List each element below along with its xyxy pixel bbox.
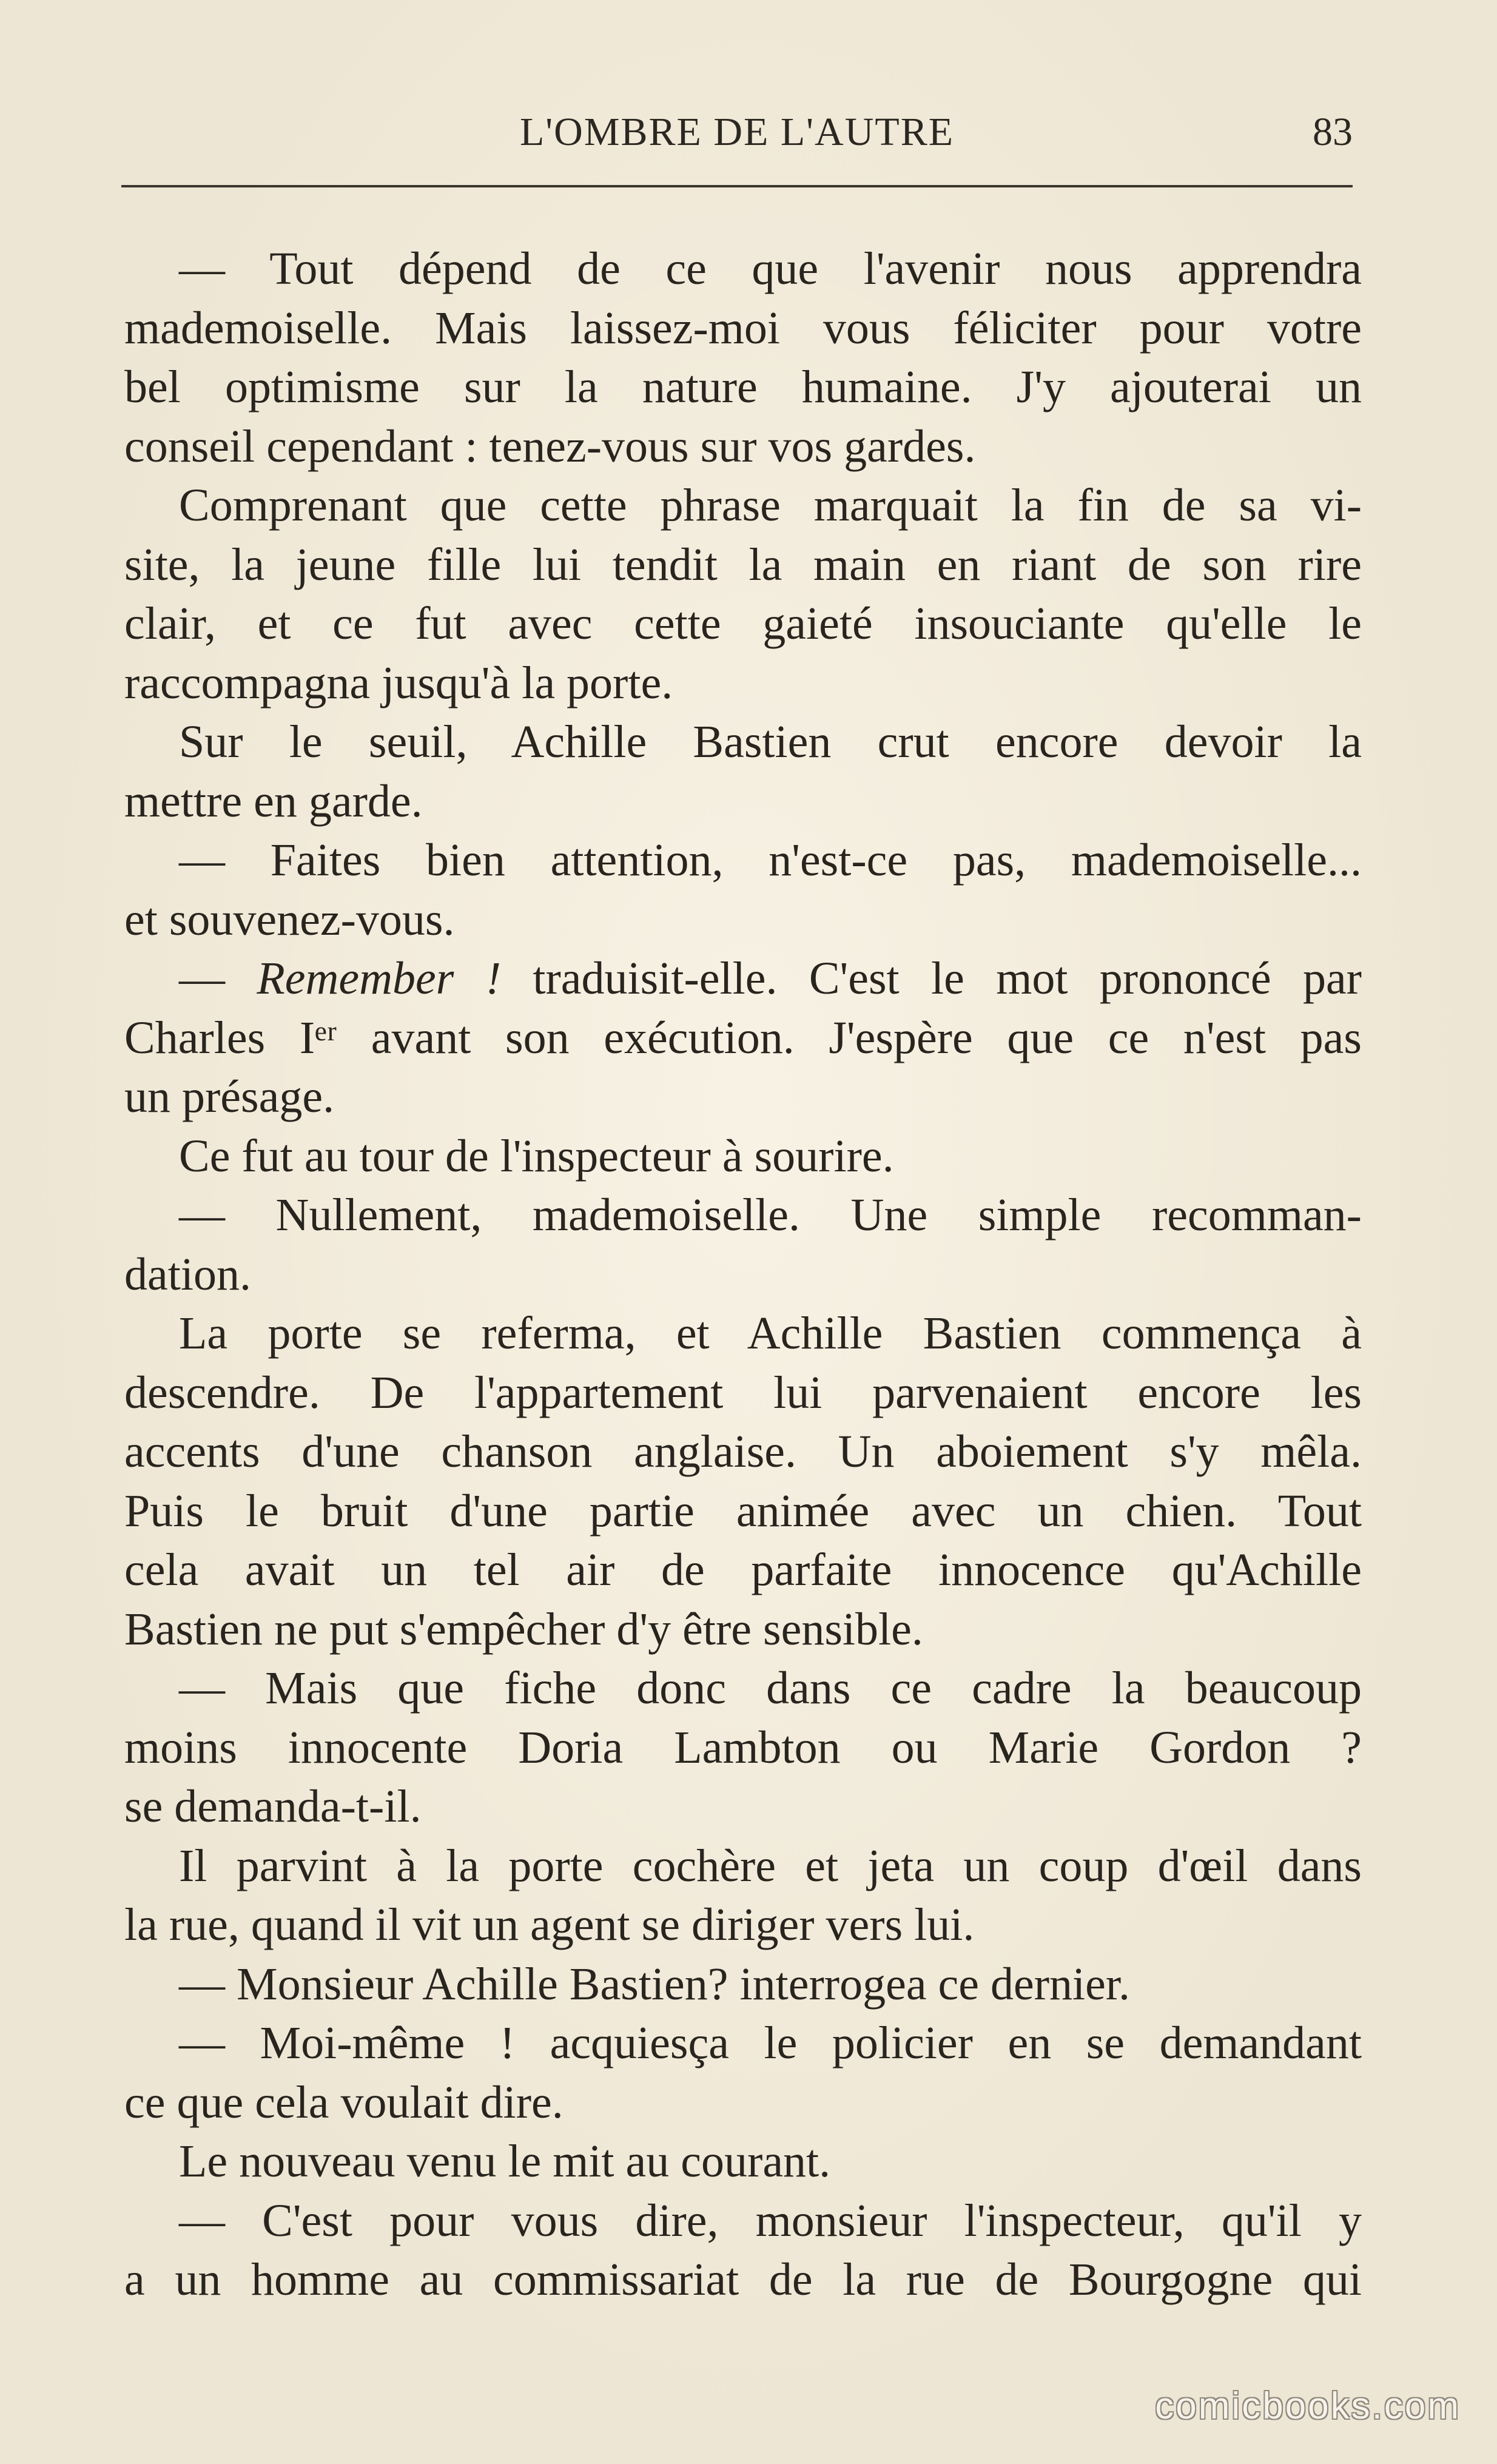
text-line: descendre. De l'appartement lui parvenaient encore les [124, 1367, 1362, 1418]
text-line: Il parvint à la porte cochère et jeta un coup d'œil dans [179, 1840, 1362, 1891]
text-line: a un homme au commissariat de la rue de Bourgogne qui [124, 2254, 1362, 2305]
text-line: Charles Iᵉʳ avant son exécution. J'espère que ce n'est pas [124, 1012, 1362, 1063]
text-line: — C'est pour vous dire, monsieur l'inspecteur, qu'il y [179, 2195, 1362, 2246]
text-line: se demanda-t-il. [124, 1781, 422, 1832]
text-line: Le nouveau venu le mit au courant. [179, 2136, 831, 2187]
text-line: La porte se referma, et Achille Bastien commença à [179, 1308, 1362, 1359]
text-line: clair, et ce fut avec cette gaieté insouciante qu'elle le [124, 598, 1362, 649]
text-line: la rue, quand il vit un agent se diriger vers lui. [124, 1899, 975, 1950]
text-line: — Monsieur Achille Bastien? interrogea ce dernier. [179, 1958, 1131, 2010]
dialogue-dash: — [179, 953, 257, 1004]
italic-phrase: Remember ! [257, 953, 502, 1004]
text-line: Puis le bruit d'une partie animée avec un chien. Tout [124, 1485, 1362, 1537]
text-line: mettre en garde. [124, 775, 423, 827]
text-line: et souvenez-vous. [124, 894, 455, 945]
text-line: dation. [124, 1248, 251, 1300]
text-line [124, 949, 1362, 1009]
line-text: traduisit-elle. C'est le mot prononcé par [501, 953, 1362, 1004]
text-line: — Faites bien attention, n'est-ce pas, mademoiselle... [179, 835, 1362, 886]
text-line: bel optimisme sur la nature humaine. J'y ajouterai un [124, 362, 1362, 412]
text-line: Comprenant que cette phrase marquait la fin de sa vi- [179, 480, 1362, 531]
header-rule [121, 185, 1353, 187]
running-title: L'OMBRE DE L'AUTRE [519, 110, 955, 154]
watermark: comicbooks.com [1155, 2385, 1461, 2427]
text-line: conseil cependant : tenez-vous sur vos gardes. [124, 420, 976, 472]
text-line: Bastien ne put s'empêcher d'y être sensible. [124, 1603, 923, 1655]
page-header [121, 103, 1353, 170]
text-line: Sur le seuil, Achille Bastien crut encore devoir la [179, 716, 1362, 767]
text-line: cela avait un tel air de parfaite innocence qu'Achille [124, 1544, 1362, 1595]
text-line: Ce fut au tour de l'inspecteur à sourire. [179, 1130, 894, 1182]
text-line: — Nullement, mademoiselle. Une simple recomman- [179, 1190, 1362, 1240]
text-line: moins innocente Doria Lambton ou Marie Gordon ? [124, 1722, 1362, 1773]
text-line: — Tout dépend de ce que l'avenir nous apprendra [179, 243, 1362, 294]
text-line: site, la jeune fille lui tendit la main en riant de son rire [124, 539, 1362, 590]
body-text [124, 240, 1362, 2310]
page-number: 83 [1313, 110, 1353, 154]
text-line: accents d'une chanson anglaise. Un aboiement s'y mêla. [124, 1426, 1362, 1477]
text-line: — Mais que fiche donc dans ce cadre la beaucoup [179, 1663, 1362, 1714]
text-line: — Moi-même ! acquiesça le policier en se demandant [179, 2018, 1362, 2068]
text-line: mademoiselle. Mais laissez-moi vous féliciter pour votre [124, 302, 1362, 354]
text-line: raccompagna jusqu'à la porte. [124, 657, 673, 709]
text-line: un présage. [124, 1071, 335, 1122]
text-line: ce que cela voulait dire. [124, 2076, 563, 2128]
